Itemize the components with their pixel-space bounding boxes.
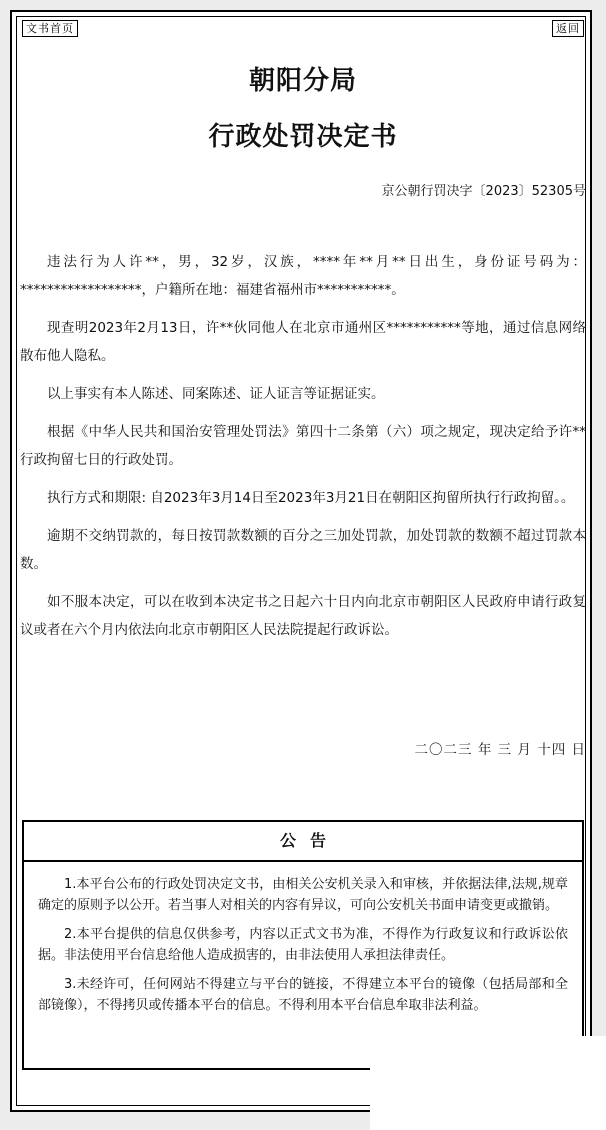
notice-body	[24, 862, 582, 1016]
facts-paragraph: 现查明2023年2月13日，许**伙同他人在北京市通州区***********等地，通过信息网络散布他人隐私。	[20, 320, 586, 364]
notice-title: 公告	[24, 822, 582, 862]
evidence-paragraph: 以上事实有本人陈述、同案陈述、证人证言等证据证实。	[47, 386, 385, 402]
back-link[interactable]: 返回	[552, 20, 584, 37]
issuing-authority: 朝阳分局	[248, 66, 357, 96]
offender-info-paragraph: 违法行为人许**，男，32岁，汉族，****年**月**日出生，身份证号码为：******************，户籍所在地：福建省福州市***********。	[20, 254, 586, 298]
blank-overlay	[370, 1036, 606, 1130]
late-fee-paragraph: 逾期不交纳罚款的，每日按罚款数额的百分之三加处罚款，加处罚款的数额不超过罚款本数。	[20, 528, 586, 572]
document-home-link[interactable]: 文书首页	[22, 20, 78, 37]
document-title: 行政处罚决定书	[208, 122, 398, 152]
appeal-paragraph: 如不服本决定，可以在收到本决定书之日起六十日内向北京市朝阳区人民政府申请行政复议或者在六个月内依法向北京市朝阳区人民法院提起行政诉讼。	[20, 594, 586, 638]
notice-box	[22, 820, 584, 1070]
notice-item: 3.未经许可，任何网站不得建立与平台的链接，不得建立本平台的镜像（包括局部和全部镜像），不得拷贝或传播本平台的信息。不得利用本平台信息牟取非法利益。	[38, 977, 568, 1013]
document-number: 京公朝行罚决字〔2023〕52305号	[381, 184, 586, 199]
legal-basis-paragraph: 根据《中华人民共和国治安管理处罚法》第四十二条第（六）项之规定，现决定给予许**行政拘留七日的行政处罚。	[20, 424, 586, 468]
execution-paragraph: 执行方式和期限: 自2023年3月14日至2023年3月21日在朝阳区拘留所执行行政拘留。。	[47, 490, 575, 506]
notice-item: 1.本平台公布的行政处罚决定文书，由相关公安机关录入和审核，并依据法律,法规,规章确定的原则予以公开。若当事人对相关的内容有异议，可向公安机关书面申请变更或撤销。	[38, 877, 568, 913]
decision-body	[20, 248, 586, 654]
document-date: 二〇二三 年 三 月 十四 日	[414, 742, 586, 758]
notice-item: 2.本平台提供的信息仅供参考，内容以正式文书为准，不得作为行政复议和行政诉讼依据。非法使用平台信息给他人造成损害的，由非法使用人承担法律责任。	[38, 927, 568, 963]
